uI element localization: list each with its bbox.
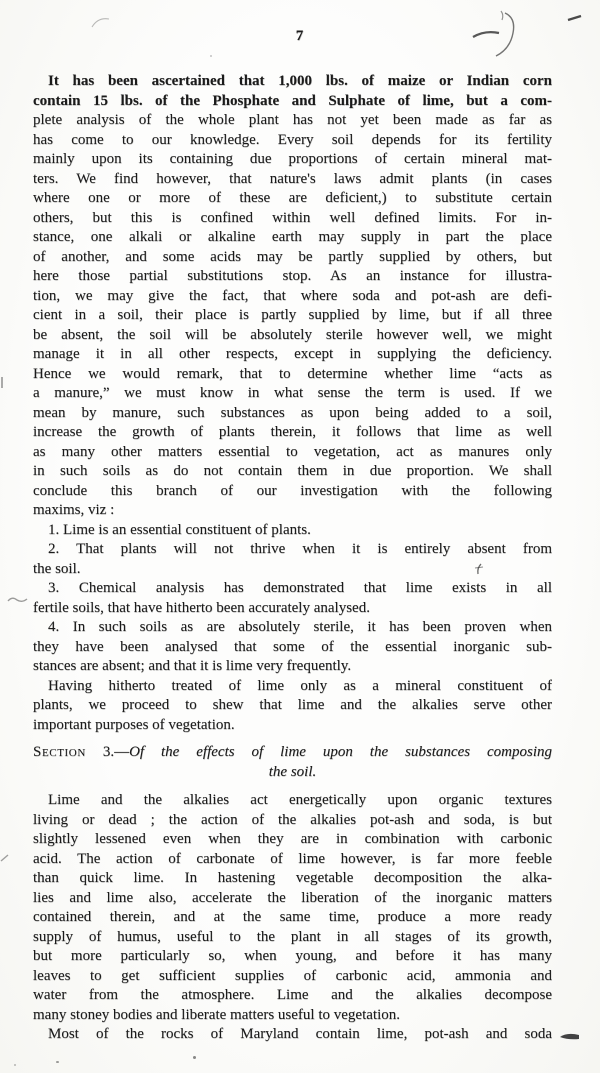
text-line: fertile soils, that have hitherto been accurately analysed. bbox=[33, 599, 370, 616]
text-line: stance, one alkali or alkaline earth may supply in part the place bbox=[33, 229, 552, 245]
text-line: than quick lime. In hastening vegetable decomposition the alka- bbox=[33, 870, 552, 886]
ink-speck bbox=[210, 55, 212, 57]
text-line: 3. Chemical analysis has demonstrated that lime exists in all bbox=[48, 580, 552, 596]
text-line: of another, and some acids may be partly supplied by others, but bbox=[33, 248, 552, 265]
text-line: contained therein, and at the same time, produce a more ready bbox=[33, 909, 552, 925]
text-line: contain 15 lbs. of the Phosphate and Sulphate of lime, but a com- bbox=[33, 92, 552, 109]
text-line: others, but this is confined within well defined limits. For in- bbox=[33, 209, 552, 226]
text-line: tion, we may give the fact, that where soda and pot-ash are defi- bbox=[33, 287, 552, 304]
text-line: the soil. bbox=[33, 560, 81, 577]
text-line: 2. That plants will not thrive when it is entirely absent from bbox=[48, 541, 552, 557]
page-content bbox=[33, 72, 552, 1045]
text-line: Most of the rocks of Maryland contain lime, pot-ash and soda bbox=[48, 1026, 552, 1042]
text-line: as many other matters essential to vegetation, act as manures only bbox=[33, 443, 552, 460]
text-line: plants, we proceed to shew that lime and the alkalies serve other bbox=[33, 697, 552, 713]
section-heading bbox=[33, 743, 552, 782]
text-line: water from the atmosphere. Lime and the alkalies decompose bbox=[33, 987, 552, 1003]
text-line: here those partial substitutions stop. As an instance for illustra- bbox=[33, 268, 552, 284]
text-line: they have been analysed that some of the essential inorganic sub- bbox=[33, 638, 552, 655]
text-line: 1. Lime is an essential constituent of plants. bbox=[48, 521, 311, 538]
ink-dash-mark bbox=[566, 13, 584, 23]
text-line: ters. We find however, that nature's laws admit plants (in cases bbox=[33, 170, 552, 187]
corner-curve-mark bbox=[90, 14, 112, 30]
text-line: Hence we would remark, that to determine whether lime “acts as bbox=[33, 365, 552, 382]
text-line: manage it in all other respects, except in supplying the deficiency. bbox=[33, 346, 552, 362]
text-line: living or dead ; the action of the alkalies pot-ash and soda, is but bbox=[33, 811, 552, 828]
page-number: 7 bbox=[295, 28, 305, 44]
text-line: important purposes of vegetation. bbox=[33, 716, 235, 733]
ink-blob-mark bbox=[558, 1031, 582, 1043]
pen-tick-mark bbox=[472, 562, 486, 578]
text-line: in such soils as do not contain them in due proportion. We shall bbox=[33, 463, 552, 479]
margin-squiggle-mark bbox=[6, 592, 34, 606]
text-line: supply of humus, useful to the plant in all stages of its growth, bbox=[33, 928, 552, 945]
text-line: has come to our knowledge. Every soil depends for its fertility bbox=[33, 131, 552, 148]
text-line: maxims, viz : bbox=[33, 502, 115, 518]
ink-speck bbox=[193, 1056, 196, 1059]
heading-line bbox=[33, 743, 552, 763]
text-line: mean by manure, such substances as upon being added to a soil, bbox=[33, 404, 552, 421]
section-title-continued: the soil. bbox=[268, 763, 317, 780]
text-line: many stoney bodies and liberate matters useful to vegetation. bbox=[33, 1006, 400, 1023]
text-line: be absent, the soil will be absolutely sterile however well, we might bbox=[33, 326, 552, 343]
text-line: Having hitherto treated of lime only as a mineral constituent of bbox=[48, 677, 552, 694]
paragraph-transition bbox=[33, 677, 552, 736]
text-line: a manure,” we must know in what sense the term is used. If we bbox=[33, 385, 552, 401]
text-line: lies and lime also, accelerate the liberation of the inorganic matters bbox=[33, 889, 552, 906]
text-line: slightly lessened even when they are in combination with carbonic bbox=[33, 831, 552, 847]
maxim-4 bbox=[33, 618, 552, 677]
ink-speck bbox=[56, 1061, 59, 1063]
text-line: plete analysis of the whole plant has not yet been made as far as bbox=[33, 112, 552, 128]
paragraph-maryland bbox=[33, 1025, 552, 1045]
pen-squiggle-mark bbox=[468, 6, 528, 61]
section-label: Section bbox=[33, 744, 86, 760]
paragraph-intro bbox=[33, 72, 552, 521]
text-line: leaves to get sufficient supplies of carbonic acid, ammonia and bbox=[33, 967, 552, 984]
heading-line bbox=[33, 763, 552, 783]
paragraph-section3 bbox=[33, 791, 552, 1025]
text-line: 4. In such soils as are absolutely sterile, it has been proven when bbox=[48, 619, 552, 635]
text-line: mainly upon its containing due proportions of certain mineral mat- bbox=[33, 151, 552, 167]
text-line: stances are absent; and that it is lime very frequently. bbox=[33, 658, 352, 674]
edge-tick-mark bbox=[0, 376, 5, 390]
maxim-3 bbox=[33, 579, 552, 618]
ink-speck bbox=[14, 1064, 16, 1066]
text-line: Lime and the alkalies act energetically upon organic textures bbox=[48, 792, 552, 808]
text-line: increase the growth of plants therein, it follows that lime as well bbox=[33, 424, 552, 440]
maxim-1 bbox=[33, 521, 552, 541]
text-line: acid. The action of carbonate of lime however, is far more feeble bbox=[33, 850, 552, 867]
text-line: It has been ascertained that 1,000 lbs. of maize or Indian corn bbox=[48, 73, 552, 89]
section-number: 3.— bbox=[102, 744, 130, 760]
section-title: Of the effects of lime upon the substances composing bbox=[129, 744, 552, 760]
text-line: cient in a soil, their place is partly supplied by lime, but if all three bbox=[33, 307, 552, 323]
edge-tick-mark bbox=[0, 852, 10, 864]
text-line: where one or more of these are deficient,) to substitute certain bbox=[33, 190, 552, 206]
text-line: but more particularly so, when young, and before it has many bbox=[33, 948, 552, 964]
text-line: conclude this branch of our investigation with the following bbox=[33, 482, 552, 499]
